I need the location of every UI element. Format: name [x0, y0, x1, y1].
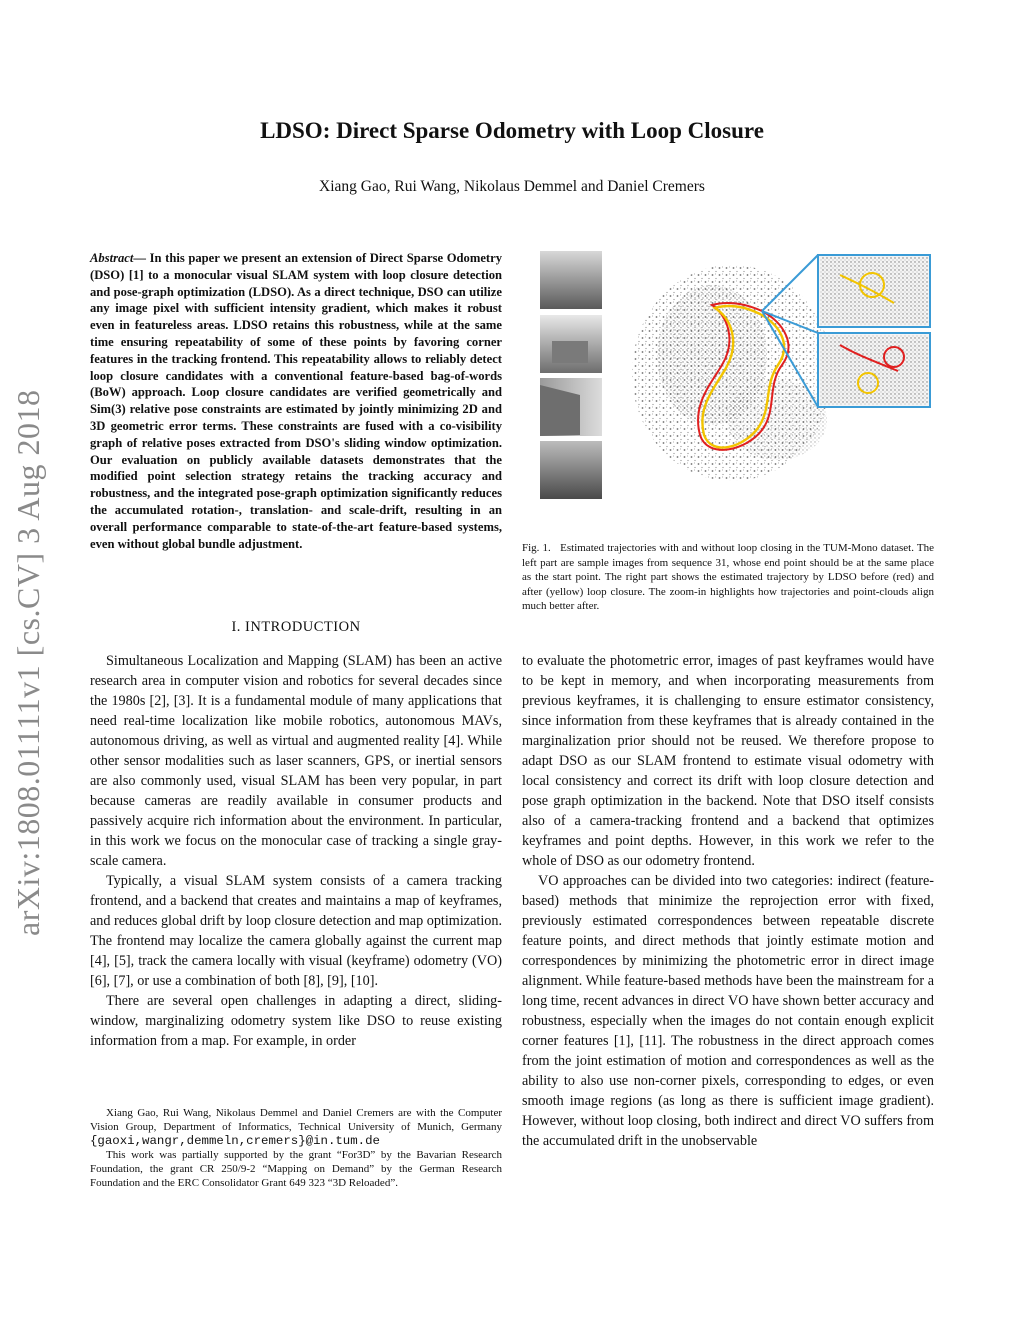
sample-image-4 [540, 441, 602, 499]
footnote-email: {gaoxi,wangr,demmeln,cremers}@in.tum.de [90, 1134, 380, 1148]
paper-title: LDSO: Direct Sparse Odometry with Loop Closure [260, 118, 764, 143]
figure-1-caption [522, 541, 934, 614]
zoom-panel-before-points [820, 335, 928, 405]
footnote-affiliation-text: Xiang Gao, Rui Wang, Nikolaus Demmel and Daniel Cremers are with the Computer Vision Group, Department of Informatics, Technical University of Munich, Germany [90, 1107, 502, 1133]
point-cloud-lower-region [727, 380, 827, 460]
abstract [90, 250, 502, 552]
figure-1-label: Fig. 1. [522, 542, 551, 554]
sample-image-1 [540, 251, 602, 309]
arxiv-identifier: arXiv:1808.01111v1 [cs.CV] 3 Aug 2018 [10, 389, 46, 936]
abstract-label: Abstract [90, 251, 134, 265]
left-column-body [90, 651, 502, 1051]
intro-right-paragraph-2: VO approaches can be divided into two categories: indirect (feature-based) methods that minimize the reprojection error with fixed, previously estimated correspondences between repeatable discrete feature points, and direct methods that jointly estimate motion and correspondences by minimizing the photometric error in direct image alignment. While feature-based methods have been the mainstream for a long time, recent advances in direct VO have shown better accuracy and robustness, especially when the images do not contain enough explicit corner features [1], [11]. The robustness in the direct approach comes from the joint estimation of motion and correspondences as well as the ability to also use non-corner pixels, corresponding to edges, or even smooth image regions (as long as there is sufficient image gradient). However, without loop closing, both indirect and direct VO suffers from the accumulated drift in the unobservable [522, 873, 934, 1149]
sample-image-2-bench [552, 341, 588, 363]
intro-right-paragraph-1: to evaluate the photometric error, images of past keyframes would have to be kept in memory, and when incorporating measurements from previous keyframes, it is challenging to ensure estimator consistency, since information from these keyframes that is already contained in the marginalization prior should not be reused. We therefore propose to adapt DSO as our SLAM frontend to estimate visual odometry with local consistency and correct its drift with loop closure detection and pose graph optimization in the backend. Note that DSO itself consists also of a camera-tracking frontend and a backend that optimizes keyframes and point depths. However, in this work we refer to the whole of DSO as our odometry frontend. [522, 653, 934, 869]
footnotes [90, 1106, 502, 1190]
intro-paragraph-1: Simultaneous Localization and Mapping (SLAM) has been an active research area in computer vision and robotics for several decades since the 1980s [2], [3]. It is a fundamental module of many applications that need real-time localization like mobile robotics, autonomous MAVs, autonomous driving, as well as virtual and augmented reality [4]. While other sensor modalities such as laser scanners, GPS, or inertial sensors are also commonly used, visual SLAM has been very popular, in part because cameras are readily available in consumer products and passively acquire rich information about the environment. In particular, in this work we focus on the monocular case of tracking a single gray-scale camera. [90, 653, 502, 869]
footnote-funding: This work was partially supported by the grant “For3D” by the Bavarian Research Foundation, the grant CR 250/9-2 “Mapping on Demand” by the German Research Foundation and the ERC Consolidator Grant 649 323 “3D Reloaded”. [90, 1149, 502, 1189]
abstract-dash: — [133, 251, 150, 265]
footnote-affiliation [90, 1106, 502, 1148]
right-column-body [522, 651, 934, 1151]
intro-paragraph-3: There are several open challenges in adapting a direct, sliding-window, marginalizing odometry system like DSO to reuse existing information from a map. For example, in order [90, 993, 502, 1049]
figure-1 [522, 245, 934, 503]
figure-1-graphic [522, 245, 934, 503]
abstract-text: In this paper we present an extension of Direct Sparse Odometry (DSO) [1] to a monocular visual SLAM system with loop closure detection and pose-graph optimization (LDSO). As a direct technique, DSO can utilize any image pixel with sufficient intensity gradient, which makes it robust even in featureless areas. LDSO retains this robustness, while at the same time ensuring repeatability of some of these points by favoring corner features in the tracking frontend. This repeatability allows to reliably detect loop closure candidates with a conventional feature-based bag-of-words (BoW) approach. Loop closure candidates are verified geometrically and Sim(3) relative pose constraints are estimated by jointly minimizing 2D and 3D geometric error terms. These constraints are fused with a co-visibility graph of relative poses extracted from DSO's sliding window optimization. Our evaluation on publicly available datasets demonstrates that the modified point selection strategy retains the tracking accuracy and robustness, and the integrated pose-graph optimization significantly reduces the accumulated rotation-, translation- and scale-drift, resulting in an overall performance comparable to state-of-the-art feature-based systems, even without global bundle adjustment. [90, 251, 502, 551]
paper-authors: Xiang Gao, Rui Wang, Nikolaus Demmel and Daniel Cremers [319, 178, 705, 195]
figure-1-caption-text: Estimated trajectories with and without loop closing in the TUM-Mono dataset. The left part are sample images from sequence 31, whose end point should be at the same place as the start point. The right part shows the estimated trajectory by LDSO before (red) and after (yellow) loop closure. The zoom-in highlights how trajectories and point-clouds align much better after. [522, 542, 934, 613]
intro-paragraph-2: Typically, a visual SLAM system consists of a camera tracking frontend, and a backend that creates and maintains a map of keyframes, and reduces global drift by loop closure detection and map optimization. The frontend may localize the camera globally against the current map [4], [5], track the camera locally with visual (keyframe) odometry (VO) [6], [7], or use a combination of both [8], [9], [10]. [90, 873, 502, 989]
section-heading-introduction: I. INTRODUCTION [231, 619, 361, 635]
